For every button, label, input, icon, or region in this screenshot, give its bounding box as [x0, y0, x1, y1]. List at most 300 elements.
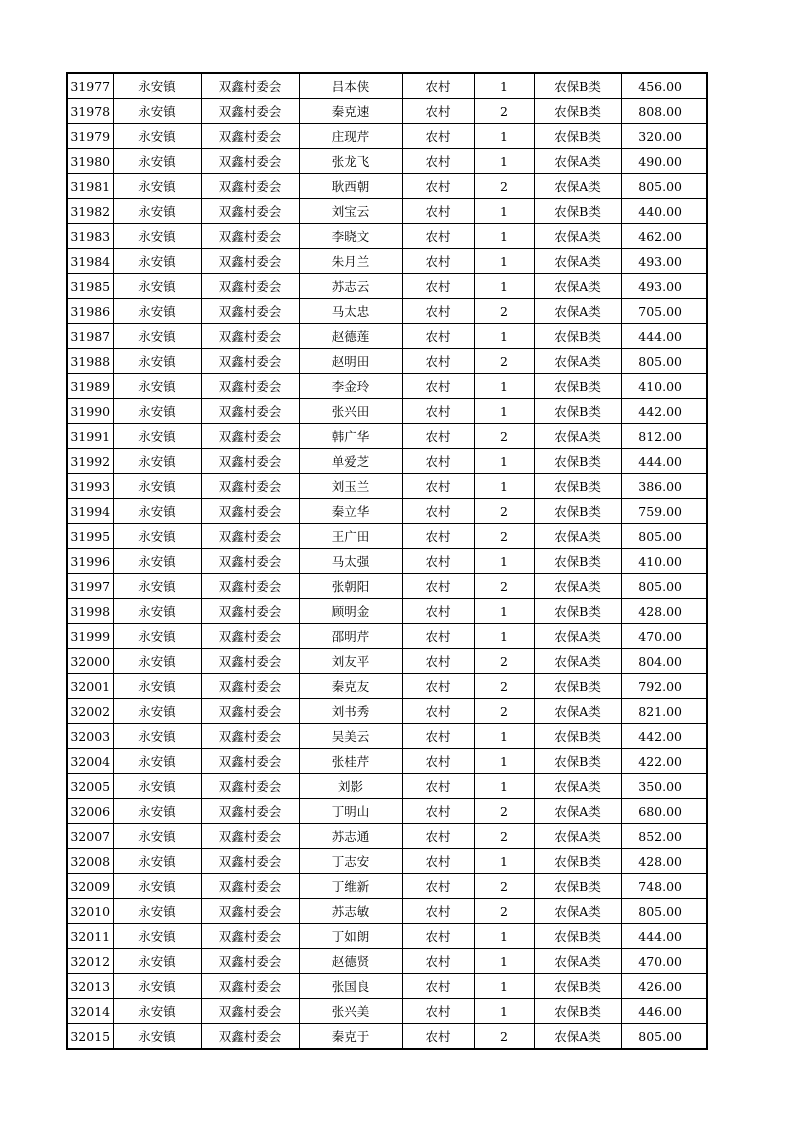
- area-type-cell: 农村: [402, 424, 474, 449]
- household-count-cell: 2: [474, 174, 534, 199]
- table-row: [67, 224, 707, 249]
- table-row: [67, 899, 707, 924]
- town-cell: 永安镇: [113, 174, 201, 199]
- record-id-cell: 31979: [67, 124, 113, 149]
- record-id-cell: 31987: [67, 324, 113, 349]
- village-committee-cell: 双鑫村委会: [201, 749, 299, 774]
- amount-cell: 440.00: [621, 199, 707, 224]
- name-cell: 张兴田: [299, 399, 402, 424]
- table-row: [67, 599, 707, 624]
- amount-cell: 442.00: [621, 399, 707, 424]
- insurance-category-cell: 农保B类: [534, 849, 621, 874]
- amount-cell: 350.00: [621, 774, 707, 799]
- record-id-cell: 31980: [67, 149, 113, 174]
- name-cell: 赵德贤: [299, 949, 402, 974]
- household-count-cell: 2: [474, 899, 534, 924]
- town-cell: 永安镇: [113, 824, 201, 849]
- household-count-cell: 2: [474, 699, 534, 724]
- amount-cell: 805.00: [621, 524, 707, 549]
- name-cell: 张兴美: [299, 999, 402, 1024]
- record-id-cell: 31986: [67, 299, 113, 324]
- table-row: [67, 499, 707, 524]
- insurance-category-cell: 农保B类: [534, 374, 621, 399]
- insurance-category-cell: 农保B类: [534, 724, 621, 749]
- town-cell: 永安镇: [113, 299, 201, 324]
- area-type-cell: 农村: [402, 924, 474, 949]
- name-cell: 张桂芹: [299, 749, 402, 774]
- name-cell: 李金玲: [299, 374, 402, 399]
- village-committee-cell: 双鑫村委会: [201, 974, 299, 999]
- name-cell: 顾明金: [299, 599, 402, 624]
- name-cell: 吕本侠: [299, 73, 402, 99]
- table-row: [67, 399, 707, 424]
- insurance-category-cell: 农保B类: [534, 599, 621, 624]
- household-count-cell: 1: [474, 924, 534, 949]
- record-id-cell: 32007: [67, 824, 113, 849]
- table-row: [67, 524, 707, 549]
- area-type-cell: 农村: [402, 999, 474, 1024]
- name-cell: 张朝阳: [299, 574, 402, 599]
- village-committee-cell: 双鑫村委会: [201, 349, 299, 374]
- name-cell: 马太强: [299, 549, 402, 574]
- household-count-cell: 2: [474, 499, 534, 524]
- amount-cell: 759.00: [621, 499, 707, 524]
- table-row: [67, 824, 707, 849]
- name-cell: 丁维新: [299, 874, 402, 899]
- village-committee-cell: 双鑫村委会: [201, 724, 299, 749]
- table-row: [67, 274, 707, 299]
- area-type-cell: 农村: [402, 349, 474, 374]
- household-count-cell: 2: [474, 799, 534, 824]
- insurance-category-cell: 农保B类: [534, 99, 621, 124]
- name-cell: 庄现芹: [299, 124, 402, 149]
- town-cell: 永安镇: [113, 999, 201, 1024]
- name-cell: 韩广华: [299, 424, 402, 449]
- town-cell: 永安镇: [113, 99, 201, 124]
- name-cell: 刘宝云: [299, 199, 402, 224]
- insurance-category-cell: 农保A类: [534, 774, 621, 799]
- table-row: [67, 174, 707, 199]
- insurance-category-cell: 农保B类: [534, 324, 621, 349]
- table-row: [67, 924, 707, 949]
- table-row: [67, 974, 707, 999]
- amount-cell: 422.00: [621, 749, 707, 774]
- table-row: [67, 199, 707, 224]
- area-type-cell: 农村: [402, 624, 474, 649]
- insurance-category-cell: 农保B类: [534, 749, 621, 774]
- town-cell: 永安镇: [113, 324, 201, 349]
- area-type-cell: 农村: [402, 649, 474, 674]
- town-cell: 永安镇: [113, 224, 201, 249]
- village-committee-cell: 双鑫村委会: [201, 124, 299, 149]
- household-count-cell: 1: [474, 849, 534, 874]
- town-cell: 永安镇: [113, 424, 201, 449]
- table-row: [67, 73, 707, 99]
- name-cell: 丁如朗: [299, 924, 402, 949]
- village-committee-cell: 双鑫村委会: [201, 524, 299, 549]
- household-count-cell: 1: [474, 474, 534, 499]
- town-cell: 永安镇: [113, 149, 201, 174]
- insurance-category-cell: 农保A类: [534, 799, 621, 824]
- amount-cell: 456.00: [621, 73, 707, 99]
- amount-cell: 812.00: [621, 424, 707, 449]
- town-cell: 永安镇: [113, 699, 201, 724]
- village-committee-cell: 双鑫村委会: [201, 424, 299, 449]
- town-cell: 永安镇: [113, 774, 201, 799]
- town-cell: 永安镇: [113, 649, 201, 674]
- village-committee-cell: 双鑫村委会: [201, 174, 299, 199]
- table-row: [67, 724, 707, 749]
- amount-cell: 748.00: [621, 874, 707, 899]
- name-cell: 苏志云: [299, 274, 402, 299]
- insurance-category-cell: 农保A类: [534, 699, 621, 724]
- village-committee-cell: 双鑫村委会: [201, 649, 299, 674]
- table-row: [67, 474, 707, 499]
- area-type-cell: 农村: [402, 849, 474, 874]
- table-row: [67, 249, 707, 274]
- household-count-cell: 1: [474, 149, 534, 174]
- area-type-cell: 农村: [402, 524, 474, 549]
- record-id-cell: 31992: [67, 449, 113, 474]
- table-row: [67, 624, 707, 649]
- household-count-cell: 1: [474, 124, 534, 149]
- name-cell: 苏志通: [299, 824, 402, 849]
- town-cell: 永安镇: [113, 124, 201, 149]
- household-count-cell: 2: [474, 674, 534, 699]
- table-row: [67, 774, 707, 799]
- town-cell: 永安镇: [113, 449, 201, 474]
- insurance-category-cell: 农保B类: [534, 124, 621, 149]
- insurance-category-cell: 农保B类: [534, 499, 621, 524]
- town-cell: 永安镇: [113, 674, 201, 699]
- record-id-cell: 31998: [67, 599, 113, 624]
- village-committee-cell: 双鑫村委会: [201, 999, 299, 1024]
- household-count-cell: 1: [474, 999, 534, 1024]
- household-count-cell: 1: [474, 724, 534, 749]
- household-count-cell: 1: [474, 399, 534, 424]
- village-committee-cell: 双鑫村委会: [201, 799, 299, 824]
- record-id-cell: 32003: [67, 724, 113, 749]
- area-type-cell: 农村: [402, 824, 474, 849]
- insurance-category-cell: 农保B类: [534, 549, 621, 574]
- name-cell: 李晓文: [299, 224, 402, 249]
- amount-cell: 805.00: [621, 1024, 707, 1050]
- area-type-cell: 农村: [402, 949, 474, 974]
- area-type-cell: 农村: [402, 749, 474, 774]
- record-id-cell: 32008: [67, 849, 113, 874]
- village-committee-cell: 双鑫村委会: [201, 774, 299, 799]
- record-id-cell: 31985: [67, 274, 113, 299]
- record-id-cell: 31984: [67, 249, 113, 274]
- town-cell: 永安镇: [113, 874, 201, 899]
- village-committee-cell: 双鑫村委会: [201, 249, 299, 274]
- area-type-cell: 农村: [402, 249, 474, 274]
- table-row: [67, 949, 707, 974]
- insurance-category-cell: 农保B类: [534, 924, 621, 949]
- town-cell: 永安镇: [113, 1024, 201, 1050]
- name-cell: 苏志敏: [299, 899, 402, 924]
- amount-cell: 808.00: [621, 99, 707, 124]
- insurance-category-cell: 农保A类: [534, 624, 621, 649]
- table-row: [67, 799, 707, 824]
- amount-cell: 428.00: [621, 599, 707, 624]
- insurance-category-cell: 农保B类: [534, 199, 621, 224]
- record-id-cell: 31988: [67, 349, 113, 374]
- insurance-category-cell: 农保B类: [534, 974, 621, 999]
- record-id-cell: 32006: [67, 799, 113, 824]
- table-row: [67, 649, 707, 674]
- village-committee-cell: 双鑫村委会: [201, 449, 299, 474]
- town-cell: 永安镇: [113, 574, 201, 599]
- name-cell: 赵德莲: [299, 324, 402, 349]
- record-id-cell: 31991: [67, 424, 113, 449]
- village-committee-cell: 双鑫村委会: [201, 699, 299, 724]
- name-cell: 刘友平: [299, 649, 402, 674]
- area-type-cell: 农村: [402, 324, 474, 349]
- village-committee-cell: 双鑫村委会: [201, 674, 299, 699]
- village-committee-cell: 双鑫村委会: [201, 224, 299, 249]
- insurance-category-cell: 农保A类: [534, 949, 621, 974]
- insurance-category-cell: 农保A类: [534, 174, 621, 199]
- household-count-cell: 1: [474, 624, 534, 649]
- insurance-category-cell: 农保A类: [534, 574, 621, 599]
- amount-cell: 442.00: [621, 724, 707, 749]
- name-cell: 单爱芝: [299, 449, 402, 474]
- town-cell: 永安镇: [113, 374, 201, 399]
- household-count-cell: 1: [474, 599, 534, 624]
- household-count-cell: 2: [474, 424, 534, 449]
- town-cell: 永安镇: [113, 724, 201, 749]
- table-row: [67, 574, 707, 599]
- table-row: [67, 424, 707, 449]
- name-cell: 邵明芹: [299, 624, 402, 649]
- village-committee-cell: 双鑫村委会: [201, 949, 299, 974]
- record-id-cell: 32001: [67, 674, 113, 699]
- record-id-cell: 32004: [67, 749, 113, 774]
- area-type-cell: 农村: [402, 699, 474, 724]
- insurance-category-cell: 农保B类: [534, 999, 621, 1024]
- town-cell: 永安镇: [113, 899, 201, 924]
- name-cell: 张国良: [299, 974, 402, 999]
- amount-cell: 386.00: [621, 474, 707, 499]
- town-cell: 永安镇: [113, 949, 201, 974]
- town-cell: 永安镇: [113, 924, 201, 949]
- area-type-cell: 农村: [402, 299, 474, 324]
- household-count-cell: 1: [474, 749, 534, 774]
- area-type-cell: 农村: [402, 549, 474, 574]
- table-row: [67, 374, 707, 399]
- record-id-cell: 31995: [67, 524, 113, 549]
- town-cell: 永安镇: [113, 624, 201, 649]
- village-committee-cell: 双鑫村委会: [201, 99, 299, 124]
- name-cell: 王广田: [299, 524, 402, 549]
- amount-cell: 805.00: [621, 899, 707, 924]
- insurance-category-cell: 农保A类: [534, 349, 621, 374]
- amount-cell: 470.00: [621, 624, 707, 649]
- household-count-cell: 2: [474, 1024, 534, 1050]
- village-committee-cell: 双鑫村委会: [201, 199, 299, 224]
- record-id-cell: 32002: [67, 699, 113, 724]
- town-cell: 永安镇: [113, 599, 201, 624]
- village-committee-cell: 双鑫村委会: [201, 574, 299, 599]
- insurance-category-cell: 农保B类: [534, 73, 621, 99]
- town-cell: 永安镇: [113, 749, 201, 774]
- household-count-cell: 2: [474, 524, 534, 549]
- town-cell: 永安镇: [113, 249, 201, 274]
- amount-cell: 410.00: [621, 374, 707, 399]
- amount-cell: 462.00: [621, 224, 707, 249]
- name-cell: 秦克友: [299, 674, 402, 699]
- amount-cell: 320.00: [621, 124, 707, 149]
- area-type-cell: 农村: [402, 124, 474, 149]
- area-type-cell: 农村: [402, 574, 474, 599]
- table-row: [67, 549, 707, 574]
- name-cell: 秦克于: [299, 1024, 402, 1050]
- insurance-category-cell: 农保A类: [534, 249, 621, 274]
- amount-cell: 792.00: [621, 674, 707, 699]
- record-id-cell: 31982: [67, 199, 113, 224]
- insurance-category-cell: 农保B类: [534, 399, 621, 424]
- household-count-cell: 1: [474, 199, 534, 224]
- amount-cell: 804.00: [621, 649, 707, 674]
- household-count-cell: 1: [474, 274, 534, 299]
- town-cell: 永安镇: [113, 349, 201, 374]
- record-id-cell: 32010: [67, 899, 113, 924]
- area-type-cell: 农村: [402, 499, 474, 524]
- name-cell: 朱月兰: [299, 249, 402, 274]
- record-id-cell: 31989: [67, 374, 113, 399]
- household-count-cell: 2: [474, 874, 534, 899]
- village-committee-cell: 双鑫村委会: [201, 624, 299, 649]
- household-count-cell: 2: [474, 574, 534, 599]
- table-row: [67, 874, 707, 899]
- village-committee-cell: 双鑫村委会: [201, 274, 299, 299]
- town-cell: 永安镇: [113, 499, 201, 524]
- village-committee-cell: 双鑫村委会: [201, 1024, 299, 1050]
- village-committee-cell: 双鑫村委会: [201, 924, 299, 949]
- amount-cell: 805.00: [621, 574, 707, 599]
- area-type-cell: 农村: [402, 199, 474, 224]
- name-cell: 丁志安: [299, 849, 402, 874]
- town-cell: 永安镇: [113, 399, 201, 424]
- area-type-cell: 农村: [402, 974, 474, 999]
- town-cell: 永安镇: [113, 549, 201, 574]
- amount-cell: 490.00: [621, 149, 707, 174]
- insurance-category-cell: 农保A类: [534, 224, 621, 249]
- record-id-cell: 31983: [67, 224, 113, 249]
- amount-cell: 821.00: [621, 699, 707, 724]
- name-cell: 刘影: [299, 774, 402, 799]
- record-id-cell: 31996: [67, 549, 113, 574]
- amount-cell: 444.00: [621, 449, 707, 474]
- area-type-cell: 农村: [402, 374, 474, 399]
- household-count-cell: 1: [474, 249, 534, 274]
- village-committee-cell: 双鑫村委会: [201, 299, 299, 324]
- record-id-cell: 32000: [67, 649, 113, 674]
- amount-cell: 444.00: [621, 924, 707, 949]
- record-id-cell: 31990: [67, 399, 113, 424]
- record-id-cell: 32005: [67, 774, 113, 799]
- amount-cell: 446.00: [621, 999, 707, 1024]
- town-cell: 永安镇: [113, 474, 201, 499]
- village-committee-cell: 双鑫村委会: [201, 324, 299, 349]
- table-row: [67, 349, 707, 374]
- amount-cell: 705.00: [621, 299, 707, 324]
- name-cell: 刘玉兰: [299, 474, 402, 499]
- record-id-cell: 31997: [67, 574, 113, 599]
- area-type-cell: 农村: [402, 149, 474, 174]
- village-committee-cell: 双鑫村委会: [201, 824, 299, 849]
- village-committee-cell: 双鑫村委会: [201, 899, 299, 924]
- name-cell: 吴美云: [299, 724, 402, 749]
- town-cell: 永安镇: [113, 849, 201, 874]
- insurance-category-cell: 农保B类: [534, 474, 621, 499]
- amount-cell: 444.00: [621, 324, 707, 349]
- area-type-cell: 农村: [402, 774, 474, 799]
- household-count-cell: 2: [474, 649, 534, 674]
- household-count-cell: 1: [474, 224, 534, 249]
- table-row: [67, 1024, 707, 1050]
- record-id-cell: 31978: [67, 99, 113, 124]
- amount-cell: 410.00: [621, 549, 707, 574]
- table-row: [67, 124, 707, 149]
- record-id-cell: 31981: [67, 174, 113, 199]
- table-row: [67, 324, 707, 349]
- village-committee-cell: 双鑫村委会: [201, 374, 299, 399]
- table-row: [67, 99, 707, 124]
- village-committee-cell: 双鑫村委会: [201, 474, 299, 499]
- household-count-cell: 1: [474, 549, 534, 574]
- amount-cell: 852.00: [621, 824, 707, 849]
- village-committee-cell: 双鑫村委会: [201, 499, 299, 524]
- record-id-cell: 31994: [67, 499, 113, 524]
- table-row: [67, 699, 707, 724]
- household-count-cell: 2: [474, 299, 534, 324]
- insurance-category-cell: 农保A类: [534, 149, 621, 174]
- area-type-cell: 农村: [402, 99, 474, 124]
- name-cell: 耿西朝: [299, 174, 402, 199]
- records-table: [66, 72, 708, 1050]
- area-type-cell: 农村: [402, 674, 474, 699]
- area-type-cell: 农村: [402, 474, 474, 499]
- household-count-cell: 1: [474, 449, 534, 474]
- amount-cell: 493.00: [621, 249, 707, 274]
- amount-cell: 470.00: [621, 949, 707, 974]
- insurance-category-cell: 农保B类: [534, 449, 621, 474]
- village-committee-cell: 双鑫村委会: [201, 549, 299, 574]
- village-committee-cell: 双鑫村委会: [201, 149, 299, 174]
- town-cell: 永安镇: [113, 974, 201, 999]
- amount-cell: 805.00: [621, 349, 707, 374]
- table-row: [67, 449, 707, 474]
- insurance-category-cell: 农保B类: [534, 874, 621, 899]
- table-row: [67, 999, 707, 1024]
- area-type-cell: 农村: [402, 274, 474, 299]
- area-type-cell: 农村: [402, 799, 474, 824]
- name-cell: 秦立华: [299, 499, 402, 524]
- household-count-cell: 2: [474, 99, 534, 124]
- village-committee-cell: 双鑫村委会: [201, 849, 299, 874]
- insurance-category-cell: 农保B类: [534, 674, 621, 699]
- name-cell: 丁明山: [299, 799, 402, 824]
- area-type-cell: 农村: [402, 874, 474, 899]
- household-count-cell: 1: [474, 324, 534, 349]
- name-cell: 秦克速: [299, 99, 402, 124]
- table-row: [67, 674, 707, 699]
- town-cell: 永安镇: [113, 799, 201, 824]
- household-count-cell: 1: [474, 774, 534, 799]
- insurance-category-cell: 农保A类: [534, 649, 621, 674]
